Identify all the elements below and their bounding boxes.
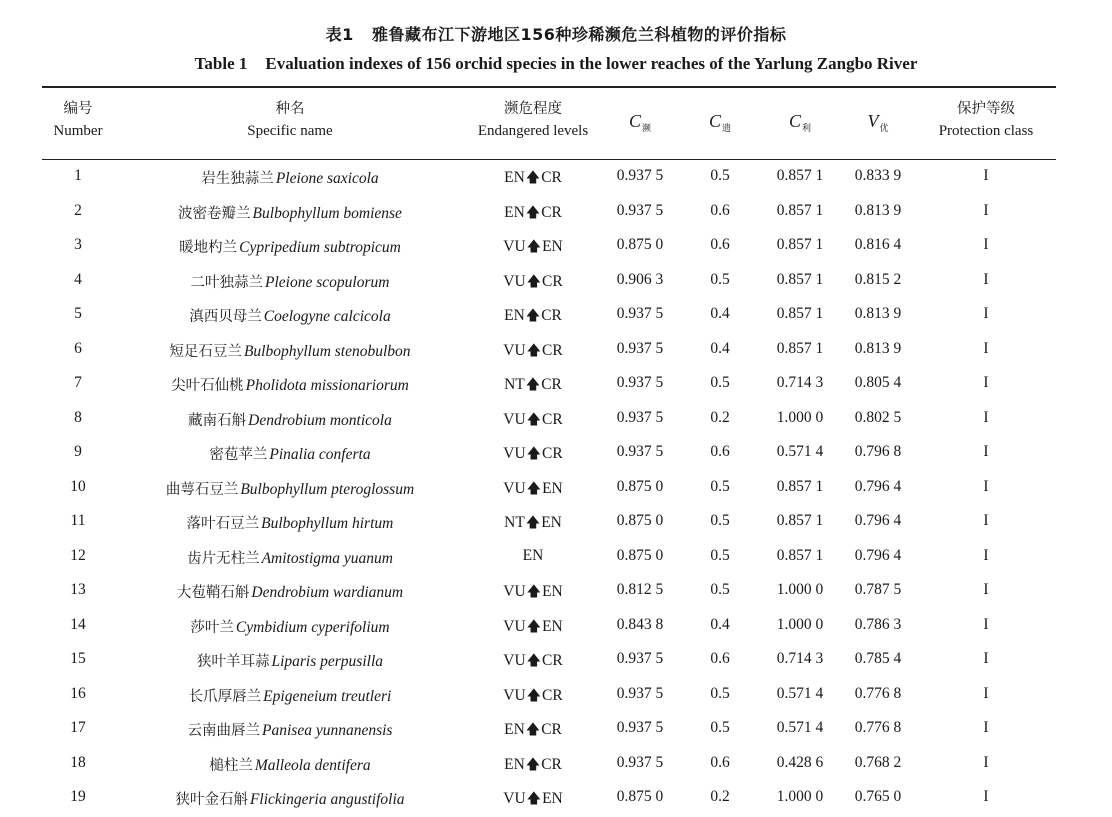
cell-c-utilization: 0.571 4 (776, 684, 824, 702)
cell-number: 8 (74, 408, 82, 426)
cell-number: 4 (74, 270, 82, 288)
level-from: VU (503, 238, 526, 255)
arrow-up-icon: 🡅 (525, 170, 541, 186)
level-to: CR (541, 376, 562, 393)
cell-c-utilization: 1.000 0 (776, 788, 824, 805)
cell-c-genetic: 0.6 (710, 236, 730, 253)
species-name-latin: Cypripedium subtropicum (239, 239, 401, 256)
cell-protection-class: I (983, 305, 989, 322)
cell-number: 2 (74, 201, 82, 219)
cell-c-endangered: 0.937 5 (616, 374, 664, 391)
level-from: EN (504, 755, 525, 773)
species-name-latin: Coelogyne calcicola (263, 308, 391, 325)
level-from: VU (503, 652, 526, 669)
cell-v-priority: 0.765 0 (854, 788, 902, 805)
species-name-cn: 尖叶石仙桃 (171, 378, 244, 394)
level-from: NT (504, 514, 525, 531)
species-name-cn: 波密卷瓣兰 (178, 205, 251, 222)
cell-c-utilization: 0.857 1 (776, 512, 824, 529)
level-to: EN (542, 479, 563, 497)
table-row (0, 712, 1112, 747)
cell-specific-name (100, 719, 480, 740)
cell-protection-class: I (983, 236, 989, 253)
cell-c-utilization: 1.000 0 (776, 581, 824, 598)
cell-protection-class: I (983, 650, 989, 667)
species-name-cn: 狭叶金石斛 (175, 792, 248, 808)
level-to: EN (541, 514, 562, 531)
cell-protection-class: I (983, 546, 989, 564)
cell-c-genetic: 0.5 (710, 477, 730, 495)
level-from: NT (504, 376, 525, 393)
level-to: EN (542, 790, 563, 807)
cell-specific-name (100, 685, 480, 706)
header-c-endangered: $C_濒$ (628, 111, 652, 134)
cell-number: 12 (70, 546, 86, 564)
cell-c-endangered: 0.937 5 (616, 719, 664, 736)
level-from: VU (503, 272, 526, 290)
cell-c-genetic: 0.6 (710, 443, 730, 460)
level-to: CR (542, 686, 563, 704)
cell-c-endangered: 0.937 5 (616, 201, 664, 219)
cell-protection-class: I (983, 408, 989, 426)
cell-c-endangered: 0.937 5 (616, 167, 664, 184)
cell-v-priority: 0.796 4 (854, 477, 902, 495)
cell-c-genetic: 0.5 (710, 684, 730, 702)
level-from: VU (503, 790, 526, 807)
table-row (0, 781, 1112, 816)
cell-endangered-level (468, 478, 598, 502)
table-row (0, 747, 1112, 782)
species-name-latin: Bulbophyllum bomiense (252, 204, 402, 222)
cell-c-genetic: 0.5 (710, 167, 730, 184)
cell-c-utilization: 0.857 1 (776, 270, 824, 288)
cell-protection-class: I (983, 684, 989, 702)
table-row (0, 436, 1112, 471)
cell-number: 19 (70, 788, 86, 805)
cell-c-genetic: 0.2 (710, 788, 730, 805)
cell-specific-name (100, 754, 480, 775)
cell-number: 16 (70, 684, 86, 702)
species-name-latin: Dendrobium monticola (248, 411, 392, 429)
cell-c-utilization: 0.857 1 (776, 201, 824, 219)
cell-v-priority: 0.813 9 (854, 305, 902, 322)
cell-endangered-level (468, 202, 598, 226)
cell-specific-name (100, 616, 480, 637)
cell-number: 17 (70, 719, 86, 736)
level-from: VU (503, 479, 526, 497)
arrow-up-icon: 🡅 (525, 515, 541, 531)
table-row (0, 229, 1112, 264)
cell-c-utilization: 0.428 6 (776, 753, 824, 771)
table-top-rule (42, 86, 1056, 88)
table-row (0, 505, 1112, 540)
species-name-latin: Pinalia conferta (269, 446, 371, 463)
cell-number: 11 (70, 512, 86, 529)
caption-en-title: Evaluation indexes of 156 orchid species in the lower reaches of the Yarlung Zangbo River (265, 54, 918, 73)
cell-specific-name (100, 650, 480, 671)
cell-c-genetic: 0.5 (710, 374, 730, 391)
level-from: EN (522, 546, 544, 564)
cell-specific-name (100, 788, 480, 809)
cell-specific-name (100, 340, 480, 361)
table-row (0, 471, 1112, 506)
level-from: VU (503, 686, 526, 704)
level-from: VU (503, 583, 526, 600)
table-row (0, 367, 1112, 402)
cell-number: 15 (70, 650, 86, 667)
caption-en-label: Table 1 (194, 54, 248, 73)
cell-c-genetic: 0.5 (710, 719, 730, 736)
table-row (0, 195, 1112, 230)
arrow-up-icon: 🡅 (525, 204, 541, 221)
cell-c-endangered: 0.937 5 (616, 339, 664, 357)
table-row (0, 574, 1112, 609)
species-name-latin: Cymbidium cyperifolium (235, 618, 390, 636)
cell-endangered-level (468, 685, 598, 709)
cell-v-priority: 0.786 3 (854, 615, 902, 633)
cell-endangered-level (468, 374, 598, 398)
level-to: EN (542, 238, 563, 255)
cell-protection-class: I (983, 719, 989, 736)
cell-specific-name (100, 512, 480, 533)
cell-endangered-level (468, 236, 598, 260)
species-name-latin: Liparis perpusilla (271, 653, 384, 670)
cell-v-priority: 0.776 8 (854, 719, 902, 736)
arrow-up-icon: 🡅 (526, 584, 542, 600)
table-row (0, 609, 1112, 644)
header-c-utilization: $C_利$ (788, 111, 812, 134)
cell-c-utilization: 0.714 3 (776, 650, 824, 667)
cell-number: 1 (74, 167, 82, 184)
species-name-cn: 齿片无柱兰 (187, 550, 260, 567)
header-number: 编号 Number (53, 101, 103, 139)
species-name-latin: Dendrobium wardianum (251, 584, 404, 601)
cell-c-genetic: 0.4 (710, 305, 730, 322)
cell-c-utilization: 0.857 1 (776, 305, 824, 322)
cell-c-endangered: 0.875 0 (616, 546, 664, 564)
cell-endangered-level (468, 581, 598, 605)
species-name-latin: Flickingeria angustifolia (249, 791, 405, 808)
table-row (0, 643, 1112, 678)
cell-c-utilization: 0.571 4 (776, 719, 824, 736)
species-name-latin: Pleione scopulorum (265, 273, 390, 291)
cell-v-priority: 0.815 2 (854, 270, 902, 288)
cell-protection-class: I (983, 443, 989, 460)
arrow-up-icon: 🡅 (526, 653, 542, 669)
species-name-cn: 落叶石豆兰 (186, 516, 260, 532)
species-name-cn: 滇西贝母兰 (189, 309, 262, 325)
cell-v-priority: 0.768 2 (854, 753, 902, 771)
header-v-priority: $V_优$ (867, 111, 889, 134)
cell-c-genetic: 0.6 (710, 650, 730, 667)
species-name-latin: Bulbophyllum hirtum (261, 515, 394, 532)
cell-v-priority: 0.813 9 (854, 339, 902, 357)
level-to: CR (541, 307, 562, 324)
cell-c-endangered: 0.937 5 (616, 305, 664, 322)
level-to: CR (541, 755, 562, 773)
species-name-cn: 云南曲唇兰 (187, 723, 261, 739)
cell-number: 5 (74, 305, 82, 322)
cell-endangered-level (468, 616, 598, 640)
cell-specific-name (100, 443, 480, 464)
table-row (0, 298, 1112, 333)
species-name-latin: Pleione saxicola (275, 170, 379, 187)
cell-c-genetic: 0.5 (710, 546, 730, 564)
level-from: VU (503, 410, 526, 428)
cell-v-priority: 0.796 8 (854, 443, 902, 460)
cell-protection-class: I (983, 339, 989, 357)
level-from: VU (503, 617, 526, 635)
cell-protection-class: I (983, 270, 989, 288)
species-name-cn: 长爪厚唇兰 (188, 688, 262, 705)
arrow-up-icon: 🡅 (526, 411, 542, 428)
arrow-up-icon: 🡅 (525, 308, 541, 324)
cell-c-endangered: 0.875 0 (616, 788, 664, 805)
species-name-cn: 暖地杓兰 (179, 240, 238, 256)
cell-c-endangered: 0.937 5 (616, 684, 664, 702)
cell-c-endangered: 0.937 5 (616, 753, 664, 771)
table-row (0, 333, 1112, 368)
species-name-cn: 槌柱兰 (209, 757, 253, 774)
cell-v-priority: 0.816 4 (854, 236, 902, 253)
level-from: EN (504, 203, 525, 221)
cell-c-utilization: 1.000 0 (776, 615, 824, 633)
species-name-cn: 大苞鞘石斛 (176, 585, 250, 601)
cell-specific-name (100, 374, 480, 395)
level-to: CR (542, 341, 563, 359)
cell-endangered-level (468, 754, 598, 778)
cell-c-endangered: 0.937 5 (616, 443, 664, 460)
table-row (0, 540, 1112, 575)
species-name-latin: Pholidota missionariorum (245, 377, 409, 394)
cell-c-endangered: 0.875 0 (616, 477, 664, 495)
cell-protection-class: I (983, 788, 989, 805)
cell-protection-class: I (983, 374, 989, 391)
level-to: CR (541, 169, 562, 186)
cell-c-utilization: 1.000 0 (776, 408, 824, 426)
arrow-up-icon: 🡅 (526, 480, 542, 497)
arrow-up-icon: 🡅 (526, 239, 542, 255)
table-row (0, 160, 1112, 195)
cell-c-utilization: 0.857 1 (776, 236, 824, 253)
header-c-genetic: $C_遗$ (708, 111, 732, 134)
cell-specific-name (100, 305, 480, 326)
header-specific-name: 种名 Specific name (247, 101, 333, 139)
level-to: CR (542, 272, 563, 290)
cell-number: 10 (70, 477, 86, 495)
table-body (0, 160, 1112, 816)
cell-endangered-level (468, 547, 598, 565)
cell-c-endangered: 0.875 0 (616, 512, 664, 529)
table-row (0, 678, 1112, 713)
cell-protection-class: I (983, 167, 989, 184)
cell-c-endangered: 0.843 8 (616, 615, 664, 633)
species-name-cn: 岩生独蒜兰 (201, 171, 274, 187)
cell-c-endangered: 0.937 5 (616, 408, 664, 426)
level-from: EN (504, 307, 525, 324)
level-to: CR (542, 652, 563, 669)
cell-specific-name (100, 478, 480, 499)
cell-protection-class: I (983, 201, 989, 219)
cell-c-endangered: 0.875 0 (616, 236, 664, 253)
arrow-up-icon: 🡅 (526, 446, 542, 462)
species-name-cn: 藏南石斛 (188, 412, 247, 429)
cell-endangered-level (468, 719, 598, 743)
arrow-up-icon: 🡅 (526, 273, 542, 290)
cell-specific-name (100, 547, 480, 568)
level-from: EN (504, 169, 525, 186)
arrow-up-icon: 🡅 (525, 377, 541, 393)
cell-number: 6 (74, 339, 82, 357)
cell-c-endangered: 0.812 5 (616, 581, 664, 598)
species-name-cn: 莎叶兰 (190, 619, 234, 636)
cell-endangered-level (468, 167, 598, 191)
level-from: VU (503, 445, 526, 462)
cell-v-priority: 0.796 4 (854, 512, 902, 529)
arrow-up-icon: 🡅 (526, 342, 542, 359)
cell-v-priority: 0.787 5 (854, 581, 902, 598)
arrow-up-icon: 🡅 (525, 756, 541, 773)
cell-v-priority: 0.776 8 (854, 684, 902, 702)
level-to: EN (542, 583, 563, 600)
cell-c-genetic: 0.6 (710, 753, 730, 771)
cell-specific-name (100, 271, 480, 292)
table-row (0, 264, 1112, 299)
cell-protection-class: I (983, 477, 989, 495)
level-to: CR (542, 445, 563, 462)
cell-specific-name (100, 167, 480, 188)
cell-c-utilization: 0.857 1 (776, 339, 824, 357)
cell-specific-name (100, 581, 480, 602)
arrow-up-icon: 🡅 (526, 618, 542, 635)
cell-protection-class: I (983, 753, 989, 771)
species-name-cn: 密苞苹兰 (209, 447, 268, 463)
cell-endangered-level (468, 305, 598, 329)
cell-number: 18 (70, 753, 86, 771)
level-to: CR (541, 721, 562, 738)
cell-c-utilization: 0.857 1 (776, 546, 824, 564)
level-to: EN (542, 617, 563, 635)
cell-c-genetic: 0.5 (710, 581, 730, 598)
cell-endangered-level (468, 512, 598, 536)
cell-c-utilization: 0.857 1 (776, 167, 824, 184)
species-name-latin: Epigeneium treutleri (263, 687, 392, 705)
cell-number: 7 (74, 374, 82, 391)
species-name-latin: Bulbophyllum pteroglossum (240, 480, 415, 498)
cell-c-utilization: 0.714 3 (776, 374, 824, 391)
level-to: CR (542, 410, 563, 428)
species-name-latin: Amitostigma yuanum (261, 549, 393, 567)
species-name-latin: Panisea yunnanensis (262, 722, 393, 739)
cell-number: 14 (70, 615, 86, 633)
cell-c-genetic: 0.4 (710, 339, 730, 357)
table-caption-en (0, 54, 1112, 74)
header-protection-class: 保护等级 Protection class (938, 101, 1034, 139)
cell-c-genetic: 0.5 (710, 512, 730, 529)
cell-v-priority: 0.813 9 (854, 201, 902, 219)
cell-endangered-level (468, 409, 598, 433)
species-name-latin: Bulbophyllum stenobulbon (243, 342, 411, 360)
cell-c-genetic: 0.5 (710, 270, 730, 288)
level-to: CR (541, 203, 562, 221)
arrow-up-icon: 🡅 (525, 722, 541, 738)
species-name-cn: 短足石豆兰 (169, 343, 242, 360)
cell-v-priority: 0.805 4 (854, 374, 902, 391)
level-from: EN (504, 721, 525, 738)
cell-endangered-level (468, 443, 598, 467)
cell-specific-name (100, 202, 480, 223)
cell-number: 3 (74, 236, 82, 253)
caption-cn-title: 雅鲁藏布江下游地区156种珍稀濒危兰科植物的评价指标 (371, 25, 787, 44)
cell-v-priority: 0.833 9 (854, 167, 902, 184)
cell-protection-class: I (983, 615, 989, 633)
caption-cn-label: 表1 (325, 25, 354, 44)
cell-c-endangered: 0.937 5 (616, 650, 664, 667)
cell-c-utilization: 0.857 1 (776, 477, 824, 495)
header-endangered-levels: 濒危程度 Endangered levels (477, 101, 589, 139)
cell-c-endangered: 0.906 3 (616, 270, 664, 288)
arrow-up-icon: 🡅 (526, 791, 542, 807)
cell-protection-class: I (983, 581, 989, 598)
species-name-cn: 狭叶羊耳蒜 (196, 654, 270, 670)
cell-c-genetic: 0.6 (710, 201, 730, 219)
cell-endangered-level (468, 271, 598, 295)
arrow-up-icon: 🡅 (526, 687, 542, 704)
cell-c-genetic: 0.4 (710, 615, 730, 633)
cell-v-priority: 0.796 4 (854, 546, 902, 564)
cell-c-utilization: 0.571 4 (776, 443, 824, 460)
cell-specific-name (100, 409, 480, 430)
species-name-latin: Malleola dentifera (254, 756, 371, 774)
cell-endangered-level (468, 788, 598, 812)
table-caption-cn (0, 22, 1112, 45)
table-row (0, 402, 1112, 437)
species-name-cn: 曲萼石豆兰 (165, 481, 239, 498)
cell-v-priority: 0.785 4 (854, 650, 902, 667)
level-from: VU (503, 341, 526, 359)
cell-specific-name (100, 236, 480, 257)
cell-number: 9 (74, 443, 82, 460)
cell-v-priority: 0.802 5 (854, 408, 902, 426)
cell-endangered-level (468, 650, 598, 674)
species-name-cn: 二叶独蒜兰 (190, 274, 264, 291)
cell-number: 13 (70, 581, 86, 598)
cell-protection-class: I (983, 512, 989, 529)
cell-c-genetic: 0.2 (710, 408, 730, 426)
cell-endangered-level (468, 340, 598, 364)
